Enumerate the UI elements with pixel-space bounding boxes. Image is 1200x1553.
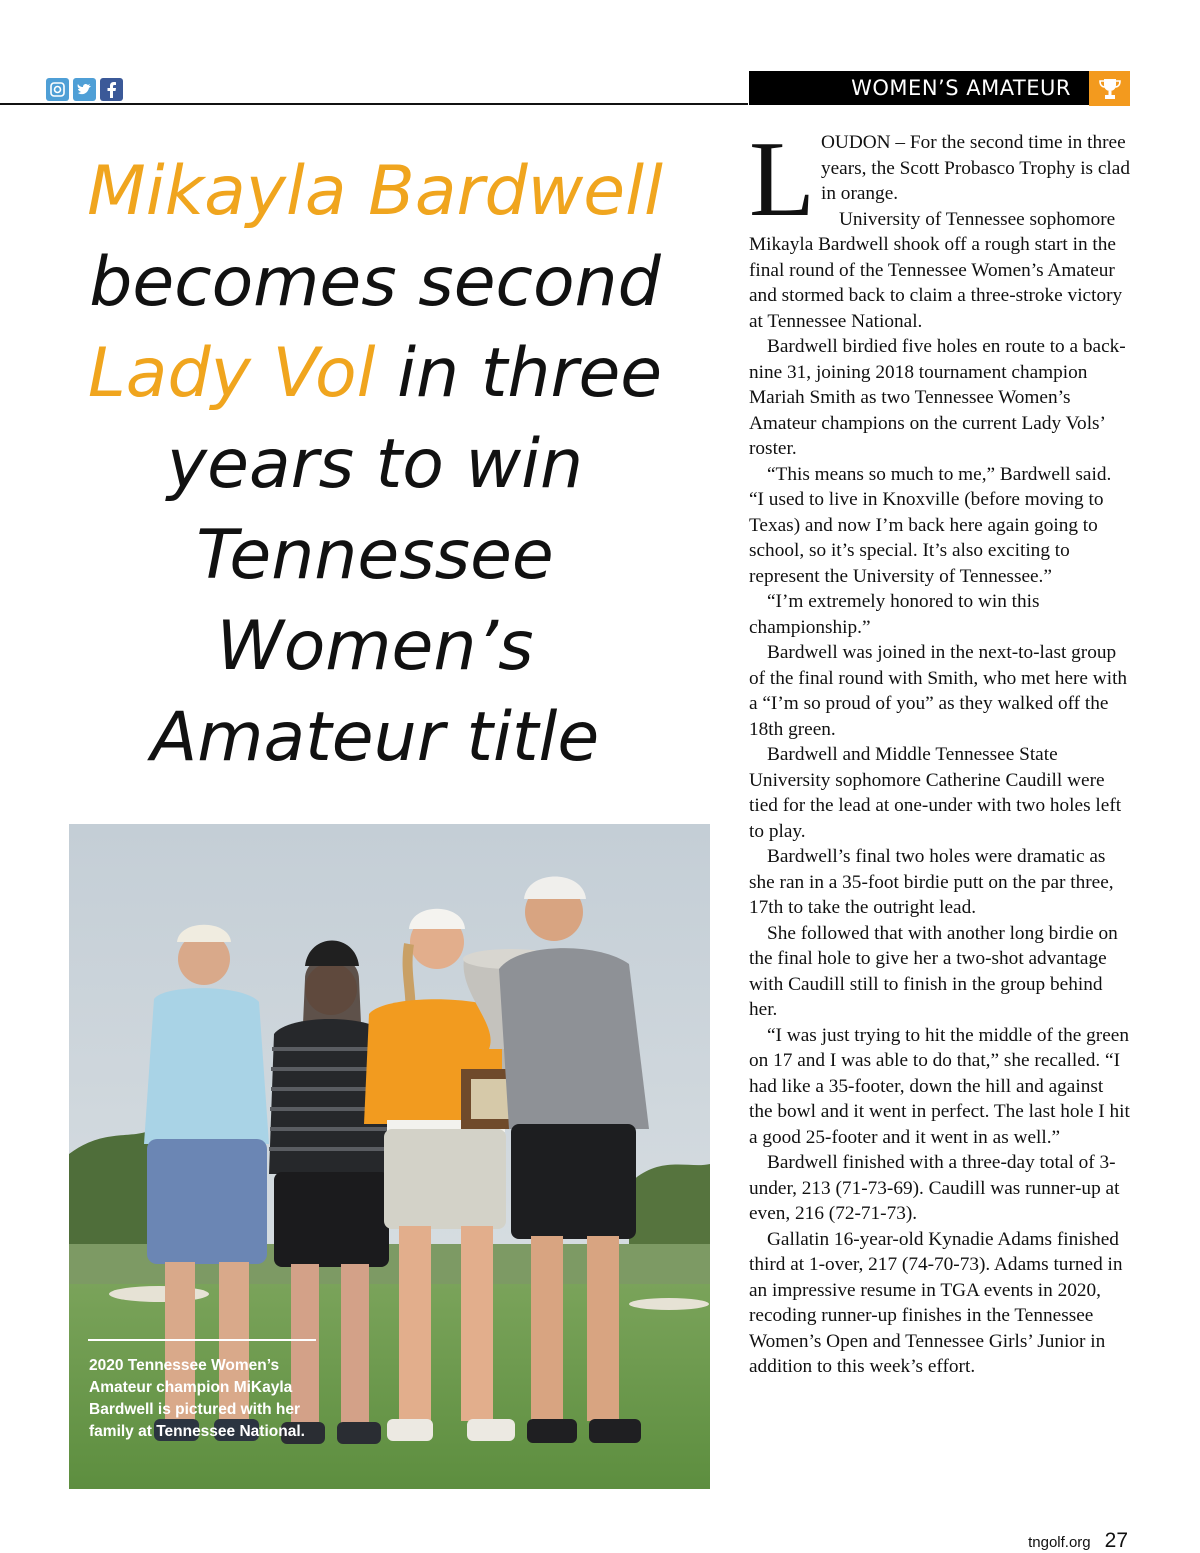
section-label: WOMEN’S AMATEUR [749, 71, 1089, 105]
twitter-icon[interactable] [73, 78, 96, 101]
instagram-icon[interactable] [46, 78, 69, 101]
header-rule [0, 103, 748, 105]
headline-line-3: in three [375, 334, 663, 413]
page-number: 27 [1104, 1529, 1128, 1552]
article-body [749, 120, 1131, 1380]
photo-caption: 2020 Tennessee Women’s Amateur champion MiKayla Bardwell is pictured with her family at Tennessee National. [89, 1357, 305, 1440]
footer-site[interactable]: tngolf.org [1028, 1534, 1091, 1551]
article-paragraph: Bardwell was joined in the next-to-last group of the final round with Smith, who met here with a “I’m so proud of you” as they walked off the 18th green. [749, 642, 1128, 740]
headline-line-2: becomes second [89, 243, 661, 322]
article-paragraph: “I was just trying to hit the middle of the green on 17 and I was able to do that,” she recalled. “I had like a 35-footer, down the hill and against the bowl and it went in perfect. The last hole I hit a good 25-footer and it went in as well.” [749, 1024, 1130, 1148]
article-paragraph: University of Tennessee sophomore Mikayla Bardwell shook off a rough start in the final round of the Tennessee Women’s Amateur and stormed back to claim a three-stroke victory at Tennessee National. [749, 208, 1123, 332]
article-paragraph: Gallatin 16-year-old Kynadie Adams finished third at 1-over, 217 (74-70-73). Adams turned in an impressive resume in TGA events in 2020, recoding runner-up finishes in the Tennessee Women’s Open and Tennessee Girls’ Junior in addition to this week’s effort. [749, 1228, 1123, 1377]
trophy-icon [1089, 71, 1130, 106]
facebook-icon[interactable] [100, 78, 123, 101]
headline-line-5: Tennessee [196, 516, 554, 595]
article-paragraph: “This means so much to me,” Bardwell said. “I used to live in Knoxville (before moving to Texas) and now I’m back here again going to school, so it’s special. It’s also exciting to represent the University of Tennessee.” [749, 463, 1112, 587]
article-paragraph-text: OUDON – For the second time in three years, the Scott Probasco Trophy is clad in orange. [820, 132, 1130, 204]
headline-highlight: Lady Vol [87, 334, 376, 413]
article-paragraph: “I’m extremely honored to win this championship.” [749, 591, 1040, 638]
caption-rule [88, 1339, 316, 1341]
drop-cap: L [749, 120, 815, 239]
headline-line-6: Women’s [216, 607, 534, 686]
article-paragraph [749, 120, 1131, 239]
page-title [50, 146, 700, 783]
headline-line-1: Mikayla Bardwell [87, 152, 663, 231]
article-paragraph: Bardwell birdied five holes en route to a back-nine 31, joining 2018 tournament champion Mariah Smith as two Tennessee Women’s Amateur champions on the current Lady Vols’ roster. [749, 336, 1126, 459]
headline-line-4: years to win [166, 425, 584, 504]
social-icons [46, 78, 123, 101]
article-paragraph: She followed that with another long birdie on the final hole to give her a two-shot advantage with Caudill still to finish in the group behind her. [749, 922, 1118, 1020]
article-paragraph: Bardwell finished with a three-day total of 3-under, 213 (71-73-69). Caudill was runner-up at even, 216 (72-71-73). [749, 1152, 1120, 1224]
article-paragraph: Bardwell and Middle Tennessee State University sophomore Catherine Caudill were tied for the lead at one-under with two holes left to play. [749, 744, 1122, 842]
headline-line-7: Amateur title [150, 698, 600, 777]
page-footer [1028, 1529, 1128, 1553]
article-paragraph: Bardwell’s final two holes were dramatic as she ran in a 35-foot birdie putt on the par three, 17th to take the outright lead. [749, 846, 1114, 918]
